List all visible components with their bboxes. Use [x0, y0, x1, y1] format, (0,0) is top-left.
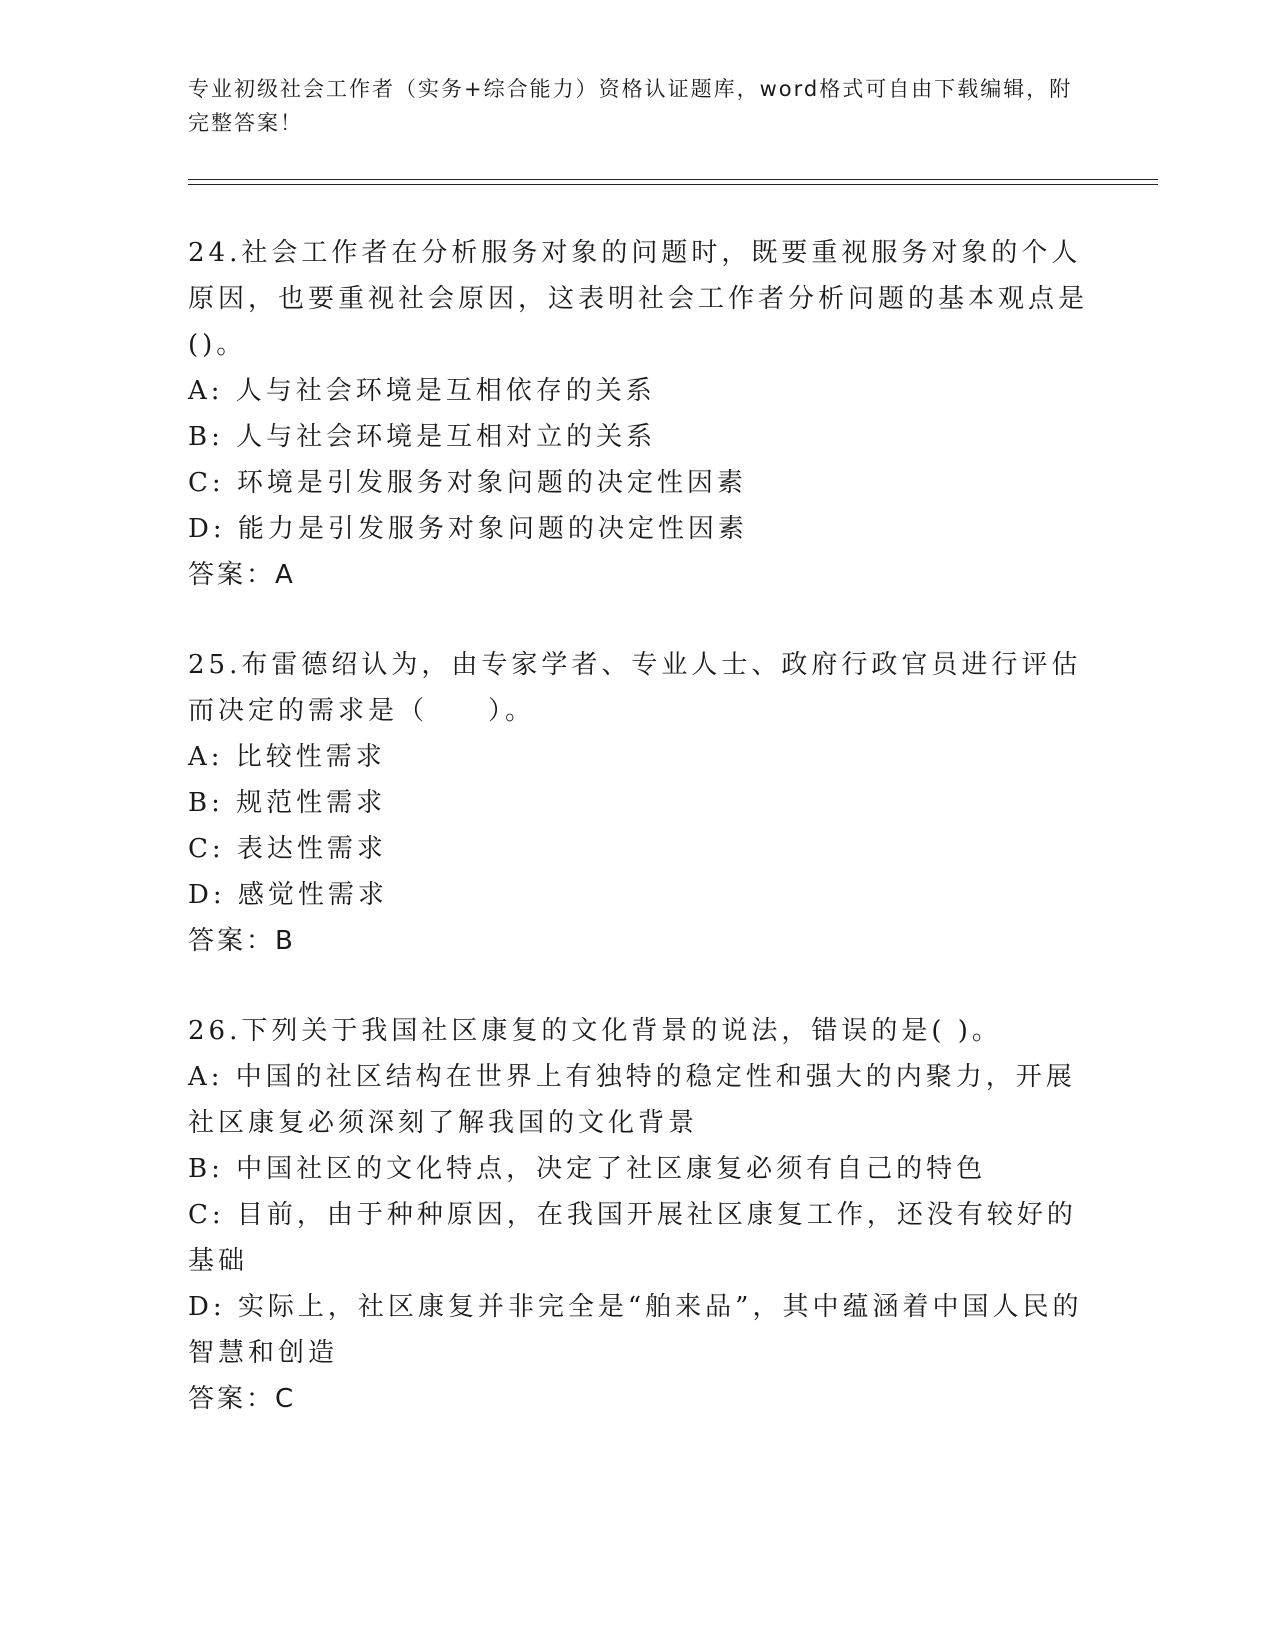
- option-d: D: 实际上，社区康复并非完全是“舶来品”，其中蕴涵着中国人民的智慧和创造: [188, 1292, 1083, 1368]
- header-divider-bottom: [188, 184, 1158, 185]
- option-a: A: 中国的社区结构在世界上有独特的稳定性和强大的内聚力，开展社区康复必须深刻了解我国的文化背景: [188, 1062, 1076, 1138]
- option-b: B: 中国社区的文化特点，决定了社区康复必须有自己的特色: [188, 1154, 987, 1184]
- option-c: C: 表达性需求: [188, 834, 387, 864]
- question-24: [188, 230, 1088, 598]
- document-header: [188, 72, 1088, 140]
- question-stem: 26.下列关于我国社区康复的文化背景的说法，错误的是( )。: [188, 1016, 1002, 1046]
- question-list: [188, 230, 1088, 1422]
- question-25: [188, 642, 1088, 964]
- option-a: A: 比较性需求: [188, 742, 386, 772]
- option-d: D: 能力是引发服务对象问题的决定性因素: [188, 514, 748, 544]
- header-title: 专业初级社会工作者（实务+综合能力）资格认证题库，word格式可自由下载编辑，附完整答案！: [188, 77, 1073, 135]
- header-divider-top: [188, 179, 1158, 180]
- answer-line: 答案：A: [188, 560, 296, 590]
- option-c: C: 目前，由于种种原因，在我国开展社区康复工作，还没有较好的基础: [188, 1200, 1077, 1276]
- option-b: B: 规范性需求: [188, 788, 387, 818]
- option-b: B: 人与社会环境是互相对立的关系: [188, 422, 657, 452]
- question-26: [188, 1008, 1088, 1422]
- answer-line: 答案：B: [188, 926, 296, 956]
- question-spacer: [188, 964, 1088, 1008]
- option-d: D: 感觉性需求: [188, 880, 388, 910]
- question-stem: 25.布雷德绍认为，由专家学者、专业人士、政府行政官员进行评估而决定的需求是（ ）。: [188, 650, 1082, 726]
- question-stem: 24.社会工作者在分析服务对象的问题时，既要重视服务对象的个人原因，也要重视社会原因，这表明社会工作者分析问题的基本观点是()。: [188, 238, 1089, 360]
- answer-line: 答案：C: [188, 1384, 297, 1414]
- question-spacer: [188, 598, 1088, 642]
- option-c: C: 环境是引发服务对象问题的决定性因素: [188, 468, 747, 498]
- option-a: A: 人与社会环境是互相依存的关系: [188, 376, 656, 406]
